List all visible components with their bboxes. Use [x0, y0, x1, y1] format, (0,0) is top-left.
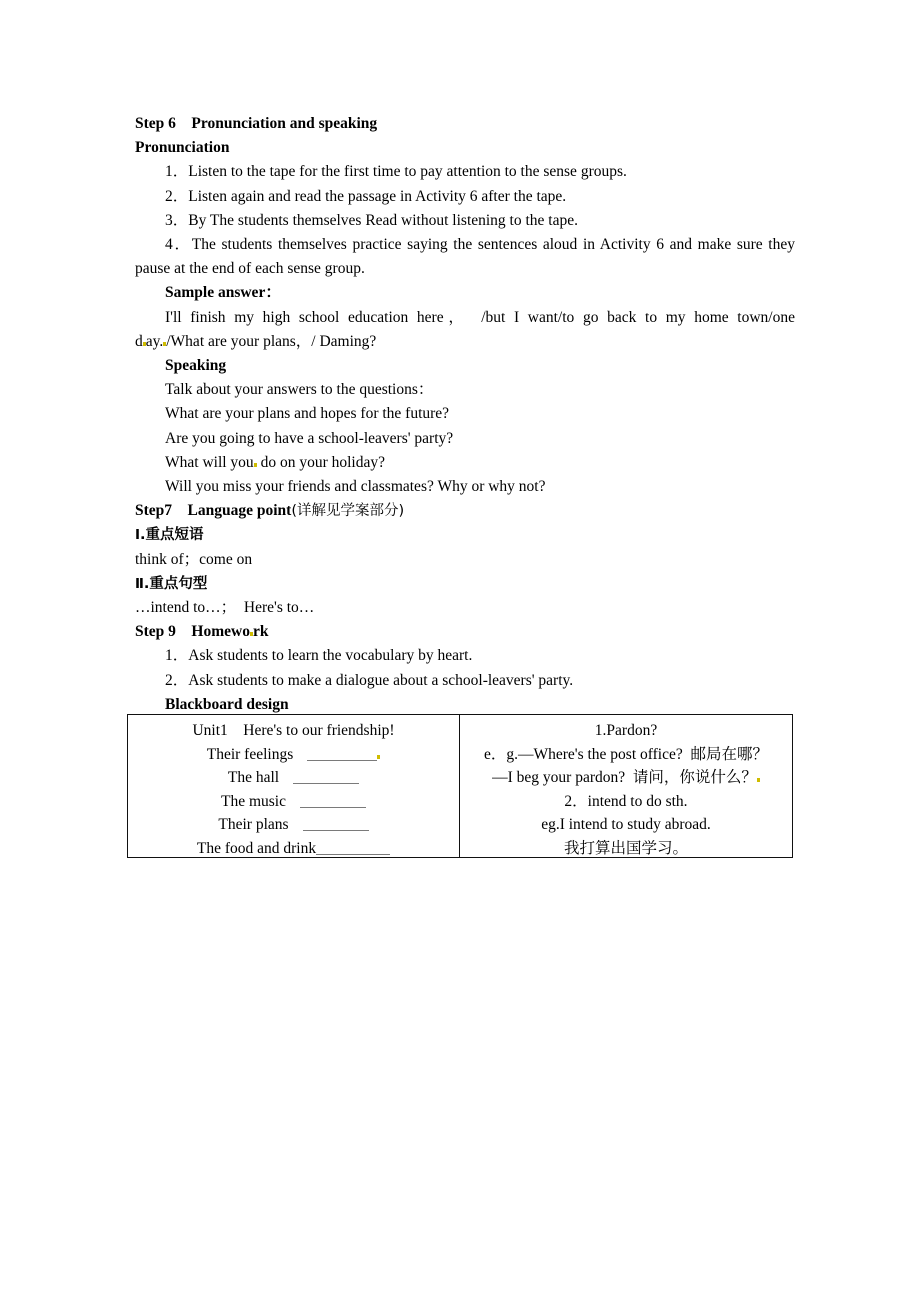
step6-heading: Step 6 Pronunciation and speaking: [135, 115, 378, 132]
step7-heading: [135, 499, 795, 523]
blackboard-left-row: [132, 743, 455, 767]
speaking-intro: Talk about your answers to the questions：: [165, 381, 434, 399]
step7-section-2-body: …intend to…； Here's to…: [135, 599, 315, 617]
step6-item-3: 3．By The students themselves Read without listening to the tape.: [165, 211, 578, 229]
step9-item-2: 2．Ask students to make a dialogue about a school-leavers' party.: [165, 671, 574, 689]
blackboard-left-row: [132, 766, 455, 790]
sample-answer-frag-a: d: [135, 332, 143, 350]
fill-in-blank-rule: [293, 771, 359, 784]
blackboard-left-row: [132, 837, 455, 857]
blackboard-right-line-4: 2．intend to do sth.: [564, 792, 688, 810]
sample-answer-frag-c: /What are your plans，/ Daming?: [166, 332, 377, 350]
step6-item-2: 2．Listen again and read the passage in Activity 6 after the tape.: [165, 187, 567, 205]
blackboard-right-line-2: e．g.—Where's the post office? 邮局在哪？: [483, 745, 769, 763]
step9-heading-frag-b: rk: [252, 623, 269, 641]
fill-in-blank-rule: [316, 842, 390, 855]
blackboard-design-label: Blackboard design: [165, 695, 289, 713]
blackboard-left-title: Unit1 Here's to our friendship!: [192, 722, 395, 739]
highlight-mark-icon: [757, 778, 760, 782]
sample-answer-line-2: [135, 330, 795, 354]
document-body: [135, 112, 795, 717]
step9-heading-frag-a: Step 9 Homewo: [135, 623, 250, 641]
blackboard-right-line-6: 我打算出国学习。: [563, 839, 688, 857]
speaking-question-4: Will you miss your friends and classmates? Why or why not?: [165, 478, 546, 496]
blackboard-left-row: [132, 813, 455, 837]
blackboard-right-cell: [460, 715, 792, 857]
blackboard-right-line-3-text: —I beg your pardon? 请问，你说什么？: [492, 769, 757, 787]
speaking-question-1: What are your plans and hopes for the future?: [165, 405, 450, 423]
blackboard-right-line-3: [464, 766, 788, 790]
blackboard-left-row-label: The music: [221, 792, 286, 810]
speaking-heading: Speaking: [165, 357, 227, 375]
roman-numeral-two: Ⅱ: [135, 575, 144, 592]
step9-item-1: 1．Ask students to learn the vocabulary by heart.: [165, 647, 473, 665]
speaking-question-3-frag-a: What will you: [165, 453, 254, 471]
step7-section-1-label: .重点短语: [140, 527, 204, 544]
blackboard-left-cell: [128, 715, 460, 857]
step7-heading-zh: (详解见学案部分): [291, 503, 405, 520]
blackboard-left-row-label: The hall: [227, 769, 280, 787]
step7-section-2-heading: [135, 572, 795, 596]
pronunciation-subheading: Pronunciation: [135, 139, 230, 157]
speaking-question-2: Are you going to have a school-leavers' party?: [165, 429, 454, 447]
highlight-mark-icon: [377, 755, 380, 759]
speaking-question-3-frag-b: do on your holiday?: [256, 453, 385, 471]
step9-heading: [135, 620, 795, 644]
step7-section-2-label: .重点句型: [143, 575, 208, 592]
blackboard-design-table: [127, 714, 793, 858]
sample-answer-line-1: I'll finish my high school education here， /but I want/to go back to my home town/one: [165, 308, 795, 326]
fill-in-blank-rule: [303, 818, 369, 831]
sample-answer-label: Sample answer：: [165, 284, 281, 302]
speaking-question-3: [135, 451, 795, 475]
step7-heading-en: Step7 Language point: [135, 502, 292, 520]
blackboard-left-row-label: Their plans: [218, 816, 289, 834]
step6-item-1: 1．Listen to the tape for the first time to pay attention to the sense groups.: [165, 163, 627, 181]
blackboard-left-row-label: The food and drink: [196, 839, 317, 857]
step6-item-4: 4．The students themselves practice saying the sentences aloud in Activity 6 and make sure they pause at the end of each sense group.: [135, 236, 795, 278]
fill-in-blank-rule: [300, 795, 366, 808]
fill-in-blank-rule: [307, 748, 377, 761]
blackboard-left-row-label: Their feelings: [206, 745, 294, 763]
blackboard-right-line-5: eg.I intend to study abroad.: [541, 816, 711, 834]
blackboard-right-line-1: 1.Pardon?: [594, 722, 658, 739]
step7-section-1-heading: [135, 523, 795, 547]
roman-numeral-one: Ⅰ: [135, 527, 141, 544]
step7-section-1-body: think of；come on: [135, 550, 253, 568]
blackboard-left-row: [132, 790, 455, 814]
sample-answer-frag-b: ay.: [145, 332, 164, 350]
